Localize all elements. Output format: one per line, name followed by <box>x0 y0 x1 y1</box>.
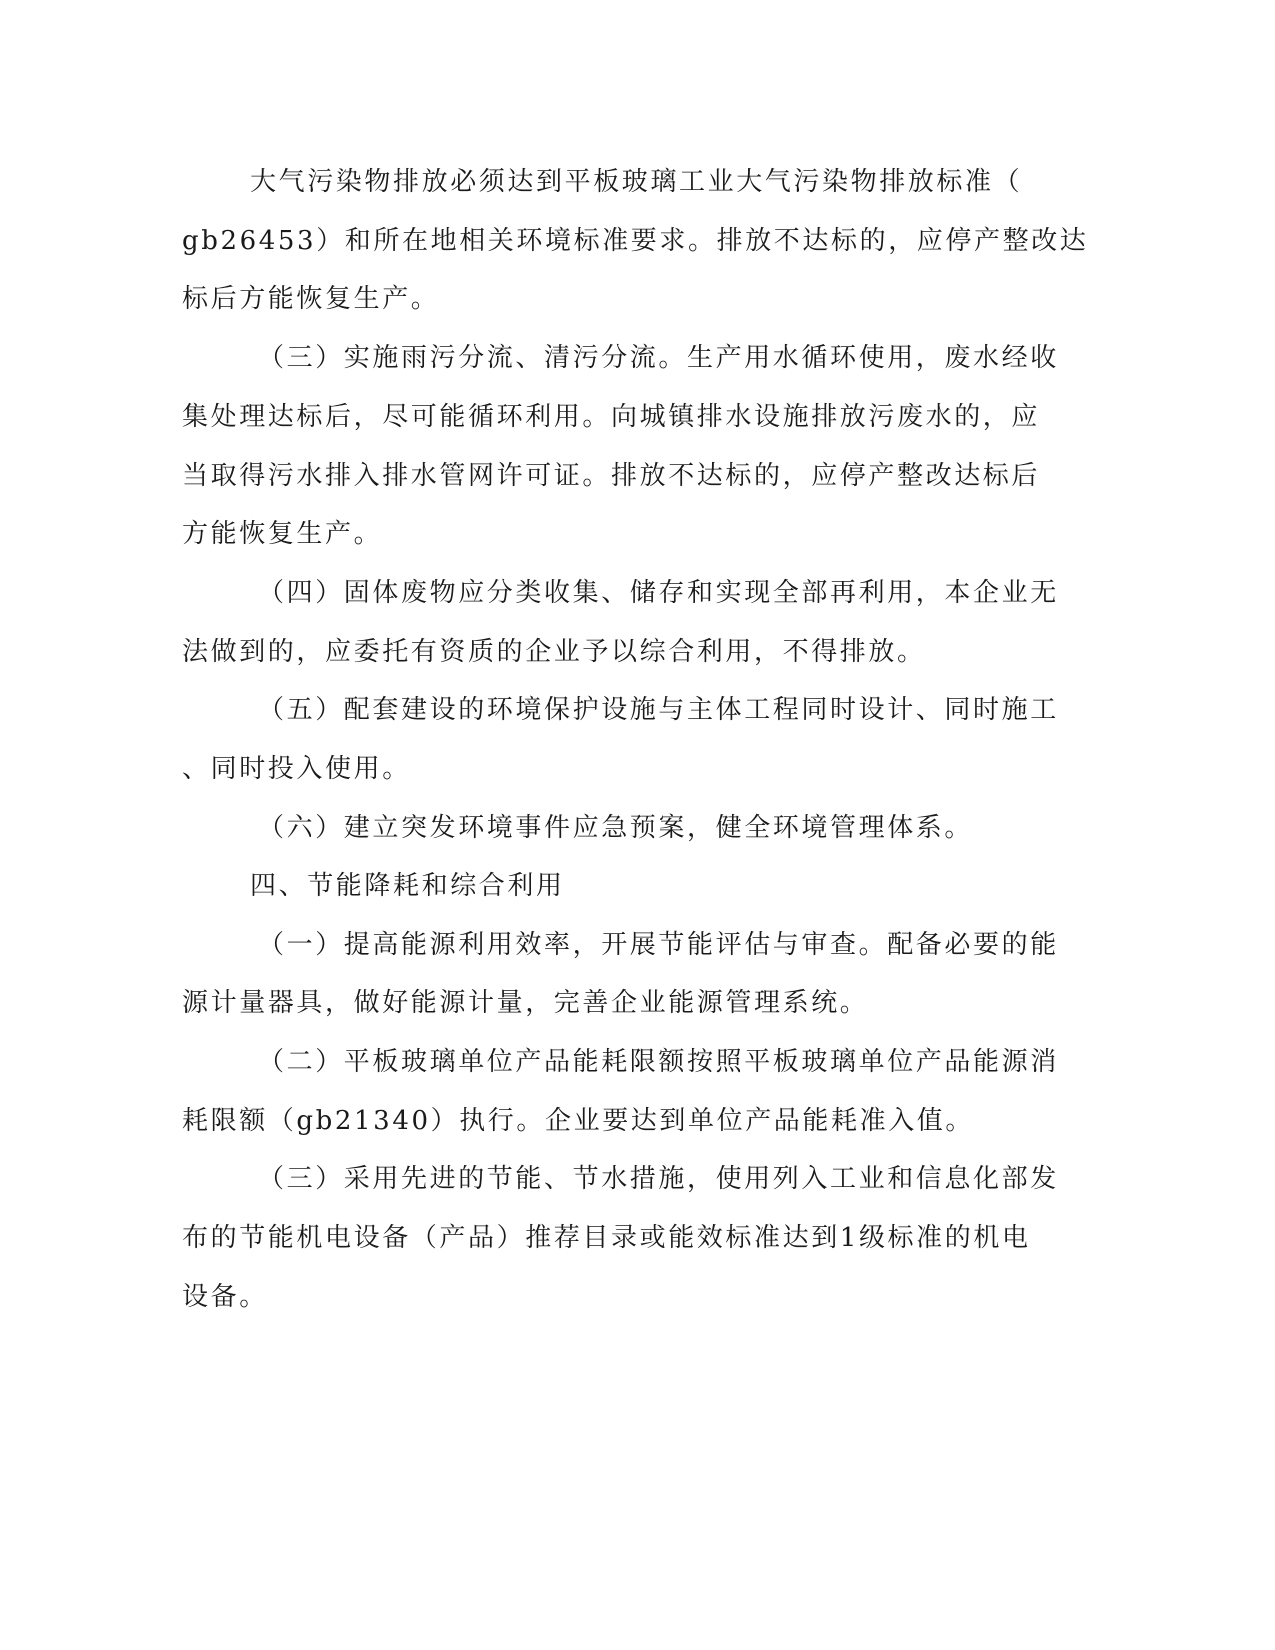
text-line: （三）实施雨污分流、清污分流。生产用水循环使用，废水经收 <box>258 343 1059 373</box>
section-heading: 四、节能降耗和综合利用 <box>250 871 565 901</box>
text-line: 方能恢复生产。 <box>182 519 383 549</box>
text-line: 布的节能机电设备（产品）推荐目录或能效标准达到1级标准的机电 <box>182 1223 1031 1253</box>
text-line: 当取得污水排入排水管网许可证。排放不达标的，应停产整改达标后 <box>182 461 1041 491</box>
text-line: （四）固体废物应分类收集、储存和实现全部再利用，本企业无 <box>258 578 1059 608</box>
text-line: （一）提高能源利用效率，开展节能评估与审查。配备必要的能 <box>258 930 1059 960</box>
text-line: 、同时投入使用。 <box>182 754 411 784</box>
text-line: （五）配套建设的环境保护设施与主体工程同时设计、同时施工 <box>258 695 1059 725</box>
text-line: 大气污染物排放必须达到平板玻璃工业大气污染物排放标准（ <box>250 167 1023 197</box>
text-line: 标后方能恢复生产。 <box>182 284 440 314</box>
text-line: 耗限额（gb21340）执行。企业要达到单位产品能耗准入值。 <box>182 1106 974 1136</box>
text-line: （三）采用先进的节能、节水措施，使用列入工业和信息化部发 <box>258 1164 1059 1194</box>
text-line: 设备。 <box>182 1282 268 1312</box>
text-line: 法做到的，应委托有资质的企业予以综合利用，不得排放。 <box>182 637 926 667</box>
text-line: 源计量器具，做好能源计量，完善企业能源管理系统。 <box>182 988 869 1018</box>
text-line: 集处理达标后，尽可能循环利用。向城镇排水设施排放污废水的，应 <box>182 402 1041 432</box>
text-line: gb26453）和所在地相关环境标准要求。排放不达标的，应停产整改达 <box>182 226 1089 256</box>
text-line: （二）平板玻璃单位产品能耗限额按照平板玻璃单位产品能源消 <box>258 1047 1059 1077</box>
text-line: （六）建立突发环境事件应急预案，健全环境管理体系。 <box>258 813 974 843</box>
